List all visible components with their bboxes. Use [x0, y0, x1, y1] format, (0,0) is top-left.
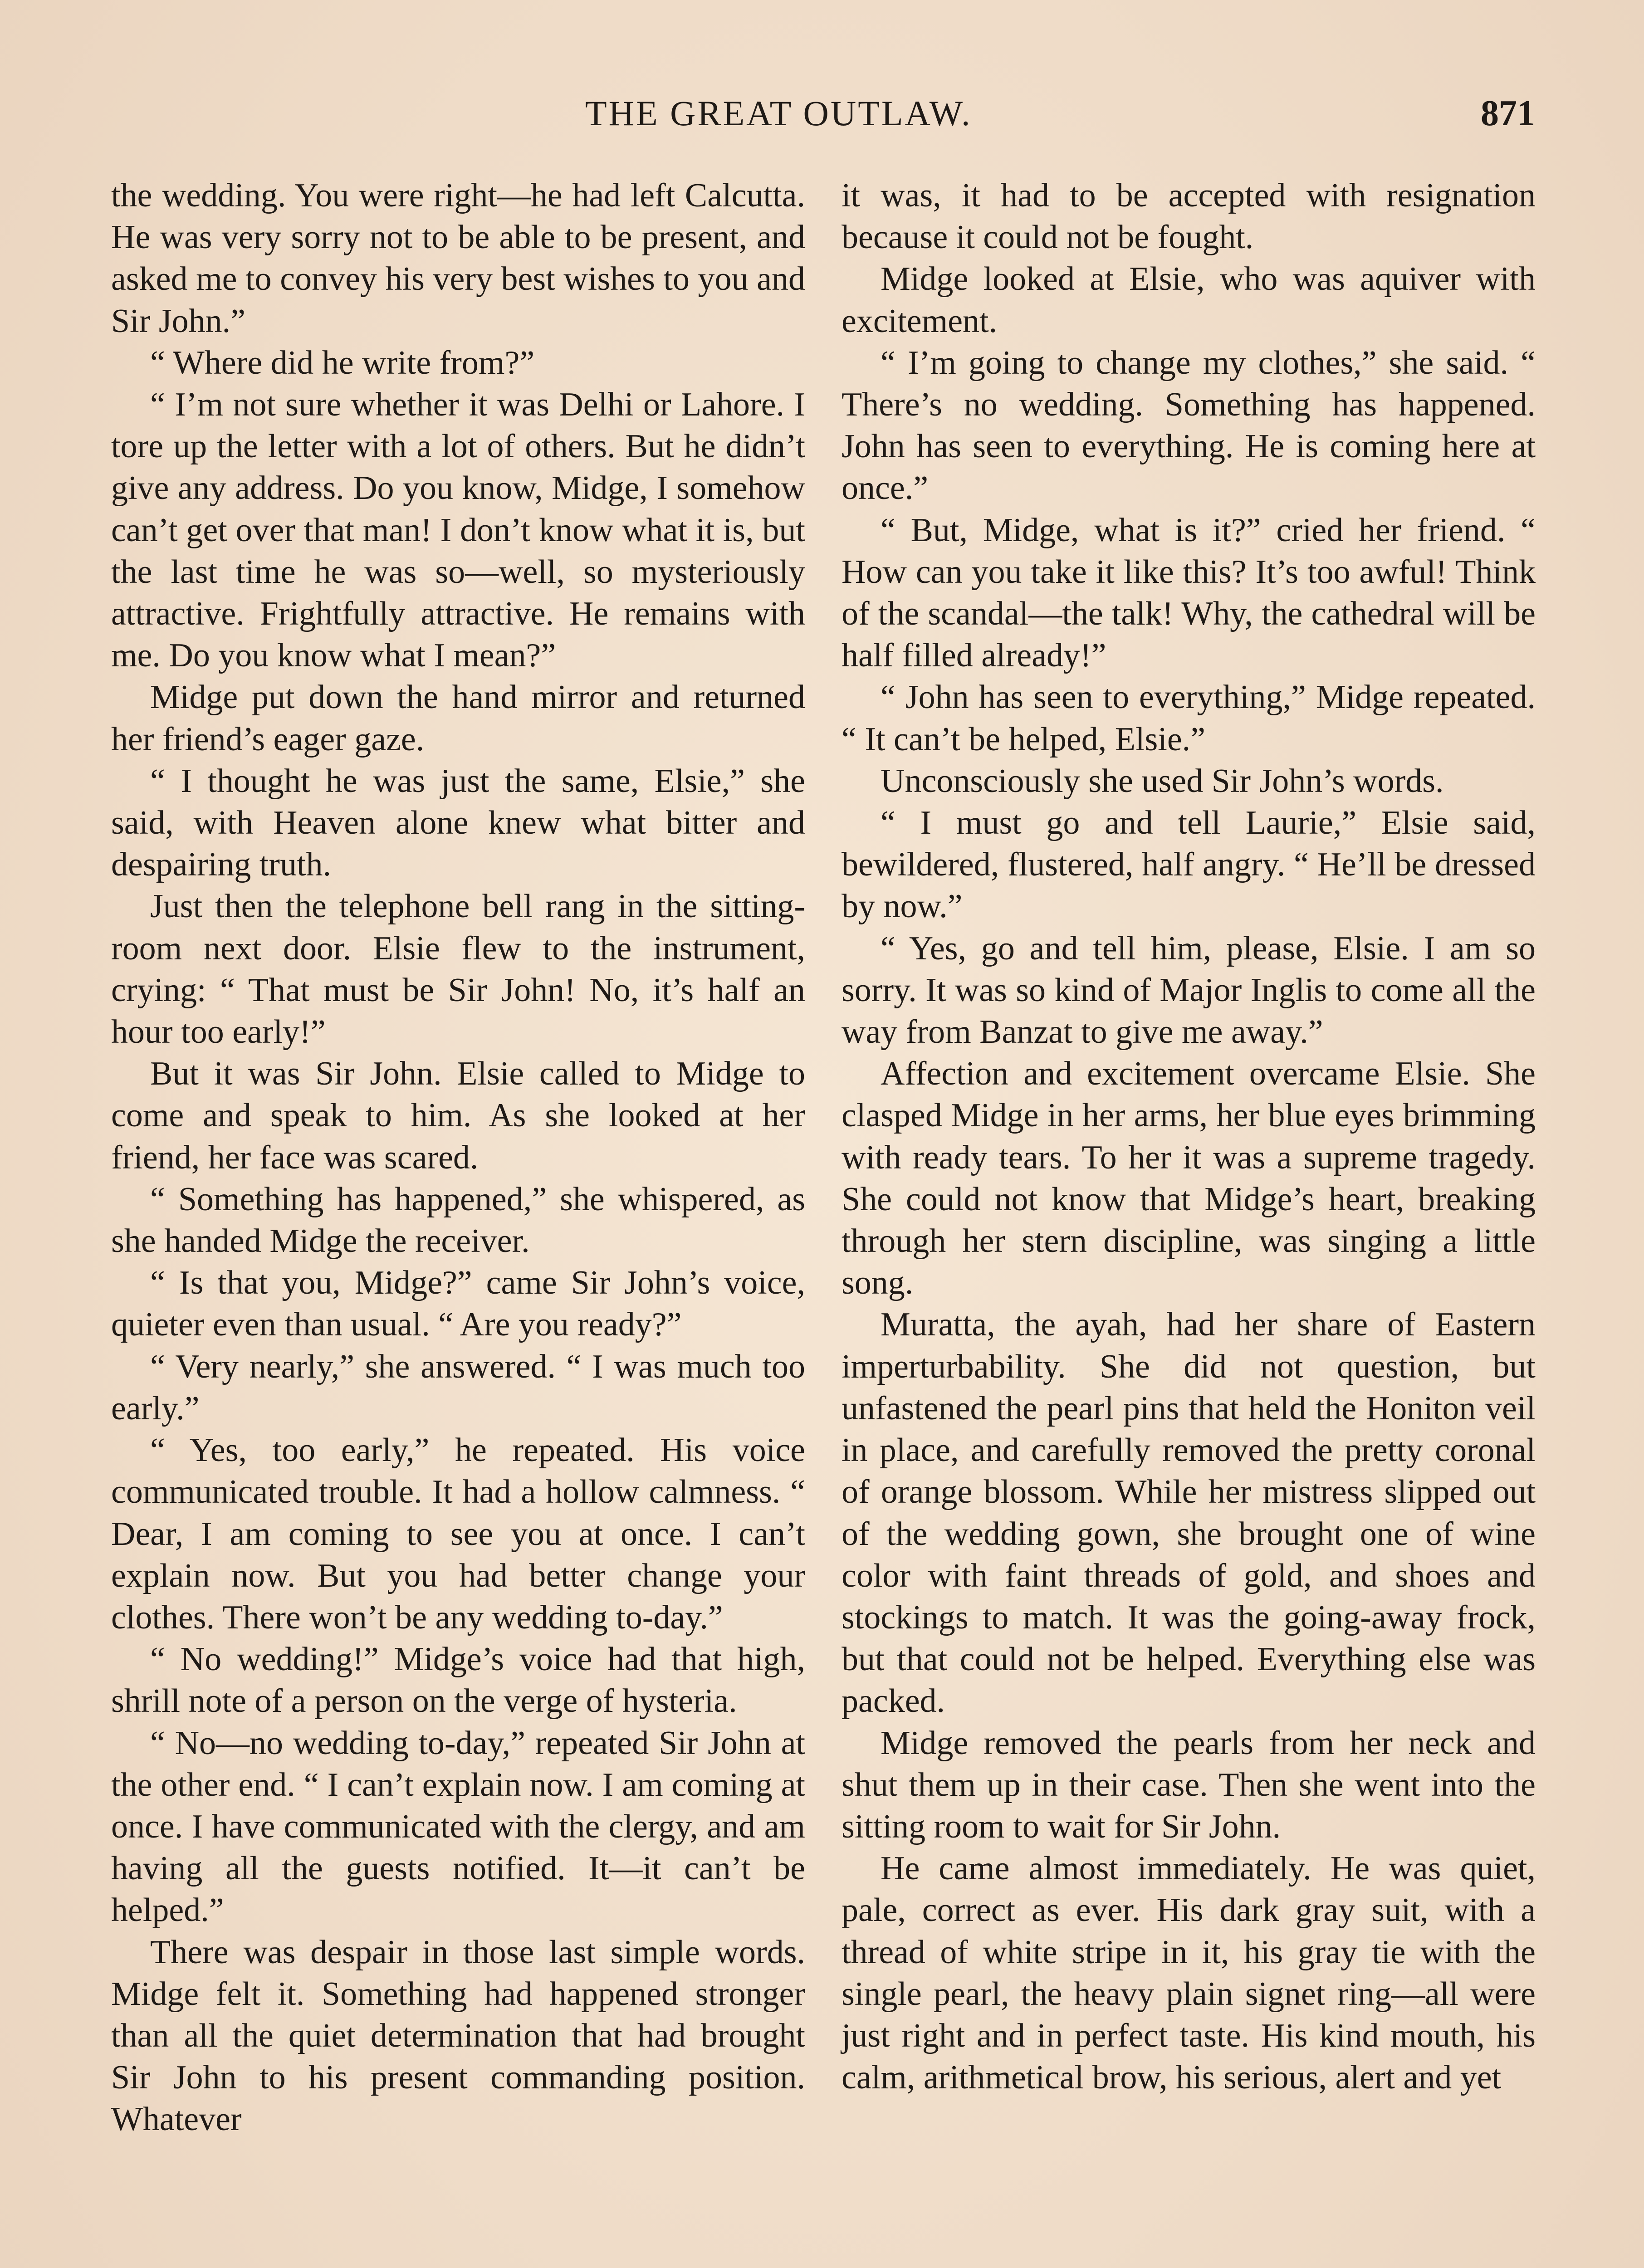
paragraph: “ I’m not sure whether it was Delhi or Lahore. I tore up the letter with a lot of others. But he didn’t give any address. Do you know, Midge, I somehow can’t get over that man! I don’t know what it is, but the last time he was so—well, so mysteriously attractive. Frightfully attractive. He remains with me. Do you know what I mean?”: [111, 386, 805, 675]
running-title: THE GREAT OUTLAW.: [585, 93, 972, 133]
running-head: [109, 93, 1535, 143]
page-number: 871: [1481, 93, 1535, 133]
paragraph: Midge put down the hand mirror and returned her friend’s eager gaze.: [111, 679, 805, 758]
paragraph: the wedding. You were right—he had left Calcutta. He was very sorry not to be able to be present, and asked me to convey his very best wishes to you and Sir John.”: [111, 177, 805, 340]
paragraph: He came almost immediately. He was quiet, pale, correct as ever. His dark gray suit, with a thread of white stripe in it, his gray tie with the single pearl, the heavy plain signet ring—all were just right and in perfect taste. His kind mouth, his calm, arithmetical brow, his serious, alert and yet: [842, 1850, 1536, 2097]
paragraph: “ I must go and tell Laurie,” Elsie said, bewildered, flustered, half angry. “ He’ll be dressed by now.”: [842, 804, 1536, 925]
paragraph: Affection and excitement overcame Elsie. She clasped Midge in her arms, her blue eyes brimming with ready tears. To her it was a supreme tragedy. She could not know that Midge’s heart, breaking through her stern discipline, was singing a little song.: [842, 1055, 1536, 1302]
paragraph: “ Yes, go and tell him, please, Elsie. I am so sorry. It was so kind of Major Inglis to come all the way from Banzat to give me away.”: [842, 929, 1536, 1051]
paragraph: “ No wedding!” Midge’s voice had that high, shrill note of a person on the verge of hysteria.: [111, 1641, 805, 1720]
paragraph: Midge removed the pearls from her neck and shut them up in their case. Then she went into the sitting room to wait for Sir John.: [842, 1724, 1536, 1845]
paragraph: “ No—no wedding to-day,” repeated Sir John at the other end. “ I can’t explain now. I am coming at once. I have communicated with the clergy, and am having all the guests notified. It—it can’t be helped.”: [111, 1724, 805, 1929]
right-column: [842, 175, 1536, 2098]
paragraph: Just then the telephone bell rang in the sitting-room next door. Elsie flew to the instrument, crying: “ That must be Sir John! No, it’s half an hour too early!”: [111, 888, 805, 1051]
paragraph: “ Is that you, Midge?” came Sir John’s voice, quieter even than usual. “ Are you ready?”: [111, 1264, 805, 1344]
paragraph: There was despair in those last simple words. Midge felt it. Something had happened stronger than all the quiet determination that had brought Sir John to his present commanding position. Whatever: [111, 1933, 805, 2138]
paragraph: Midge looked at Elsie, who was aquiver with excitement.: [842, 260, 1536, 340]
paragraph: “ Something has happened,” she whispered, as she handed Midge the receiver.: [111, 1180, 805, 1260]
paragraph: Muratta, the ayah, had her share of Eastern imperturbability. She did not question, but unfastened the pearl pins that held the Honiton veil in place, and carefully removed the pretty coronal of orange blossom. While her mistress slipped out of the wedding gown, she brought one of wine color with faint threads of gold, and shoes and stockings to match. It was the going-away frock, but that could not be helped. Everything else was packed.: [842, 1306, 1536, 1720]
left-column: [111, 175, 805, 2141]
paragraph: “ Where did he write from?”: [150, 344, 535, 381]
paragraph: But it was Sir John. Elsie called to Midge to come and speak to him. As she looked at her friend, her face was scared.: [111, 1055, 805, 1176]
paragraph: Unconsciously she used Sir John’s words.: [881, 762, 1444, 800]
paragraph: it was, it had to be accepted with resignation because it could not be fought.: [842, 177, 1536, 256]
paragraph: “ I’m going to change my clothes,” she said. “ There’s no wedding. Something has happened. John has seen to everything. He is coming here at once.”: [842, 344, 1536, 507]
paragraph: “ I thought he was just the same, Elsie,” she said, with Heaven alone knew what bitter and despairing truth.: [111, 762, 805, 884]
paragraph: “ But, Midge, what is it?” cried her friend. “ How can you take it like this? It’s too awful! Think of the scandal—the talk! Why, the cathedral will be half filled already!”: [842, 511, 1536, 675]
paragraph: “ Very nearly,” she answered. “ I was much too early.”: [111, 1348, 805, 1427]
paragraph: “ John has seen to everything,” Midge repeated. “ It can’t be helped, Elsie.”: [842, 679, 1536, 758]
paragraph: “ Yes, too early,” he repeated. His voice communicated trouble. It had a hollow calmness. “ Dear, I am coming to see you at once. I can’t explain now. But you had better change your clothes. There won’t be any wedding to-day.”: [111, 1432, 805, 1636]
